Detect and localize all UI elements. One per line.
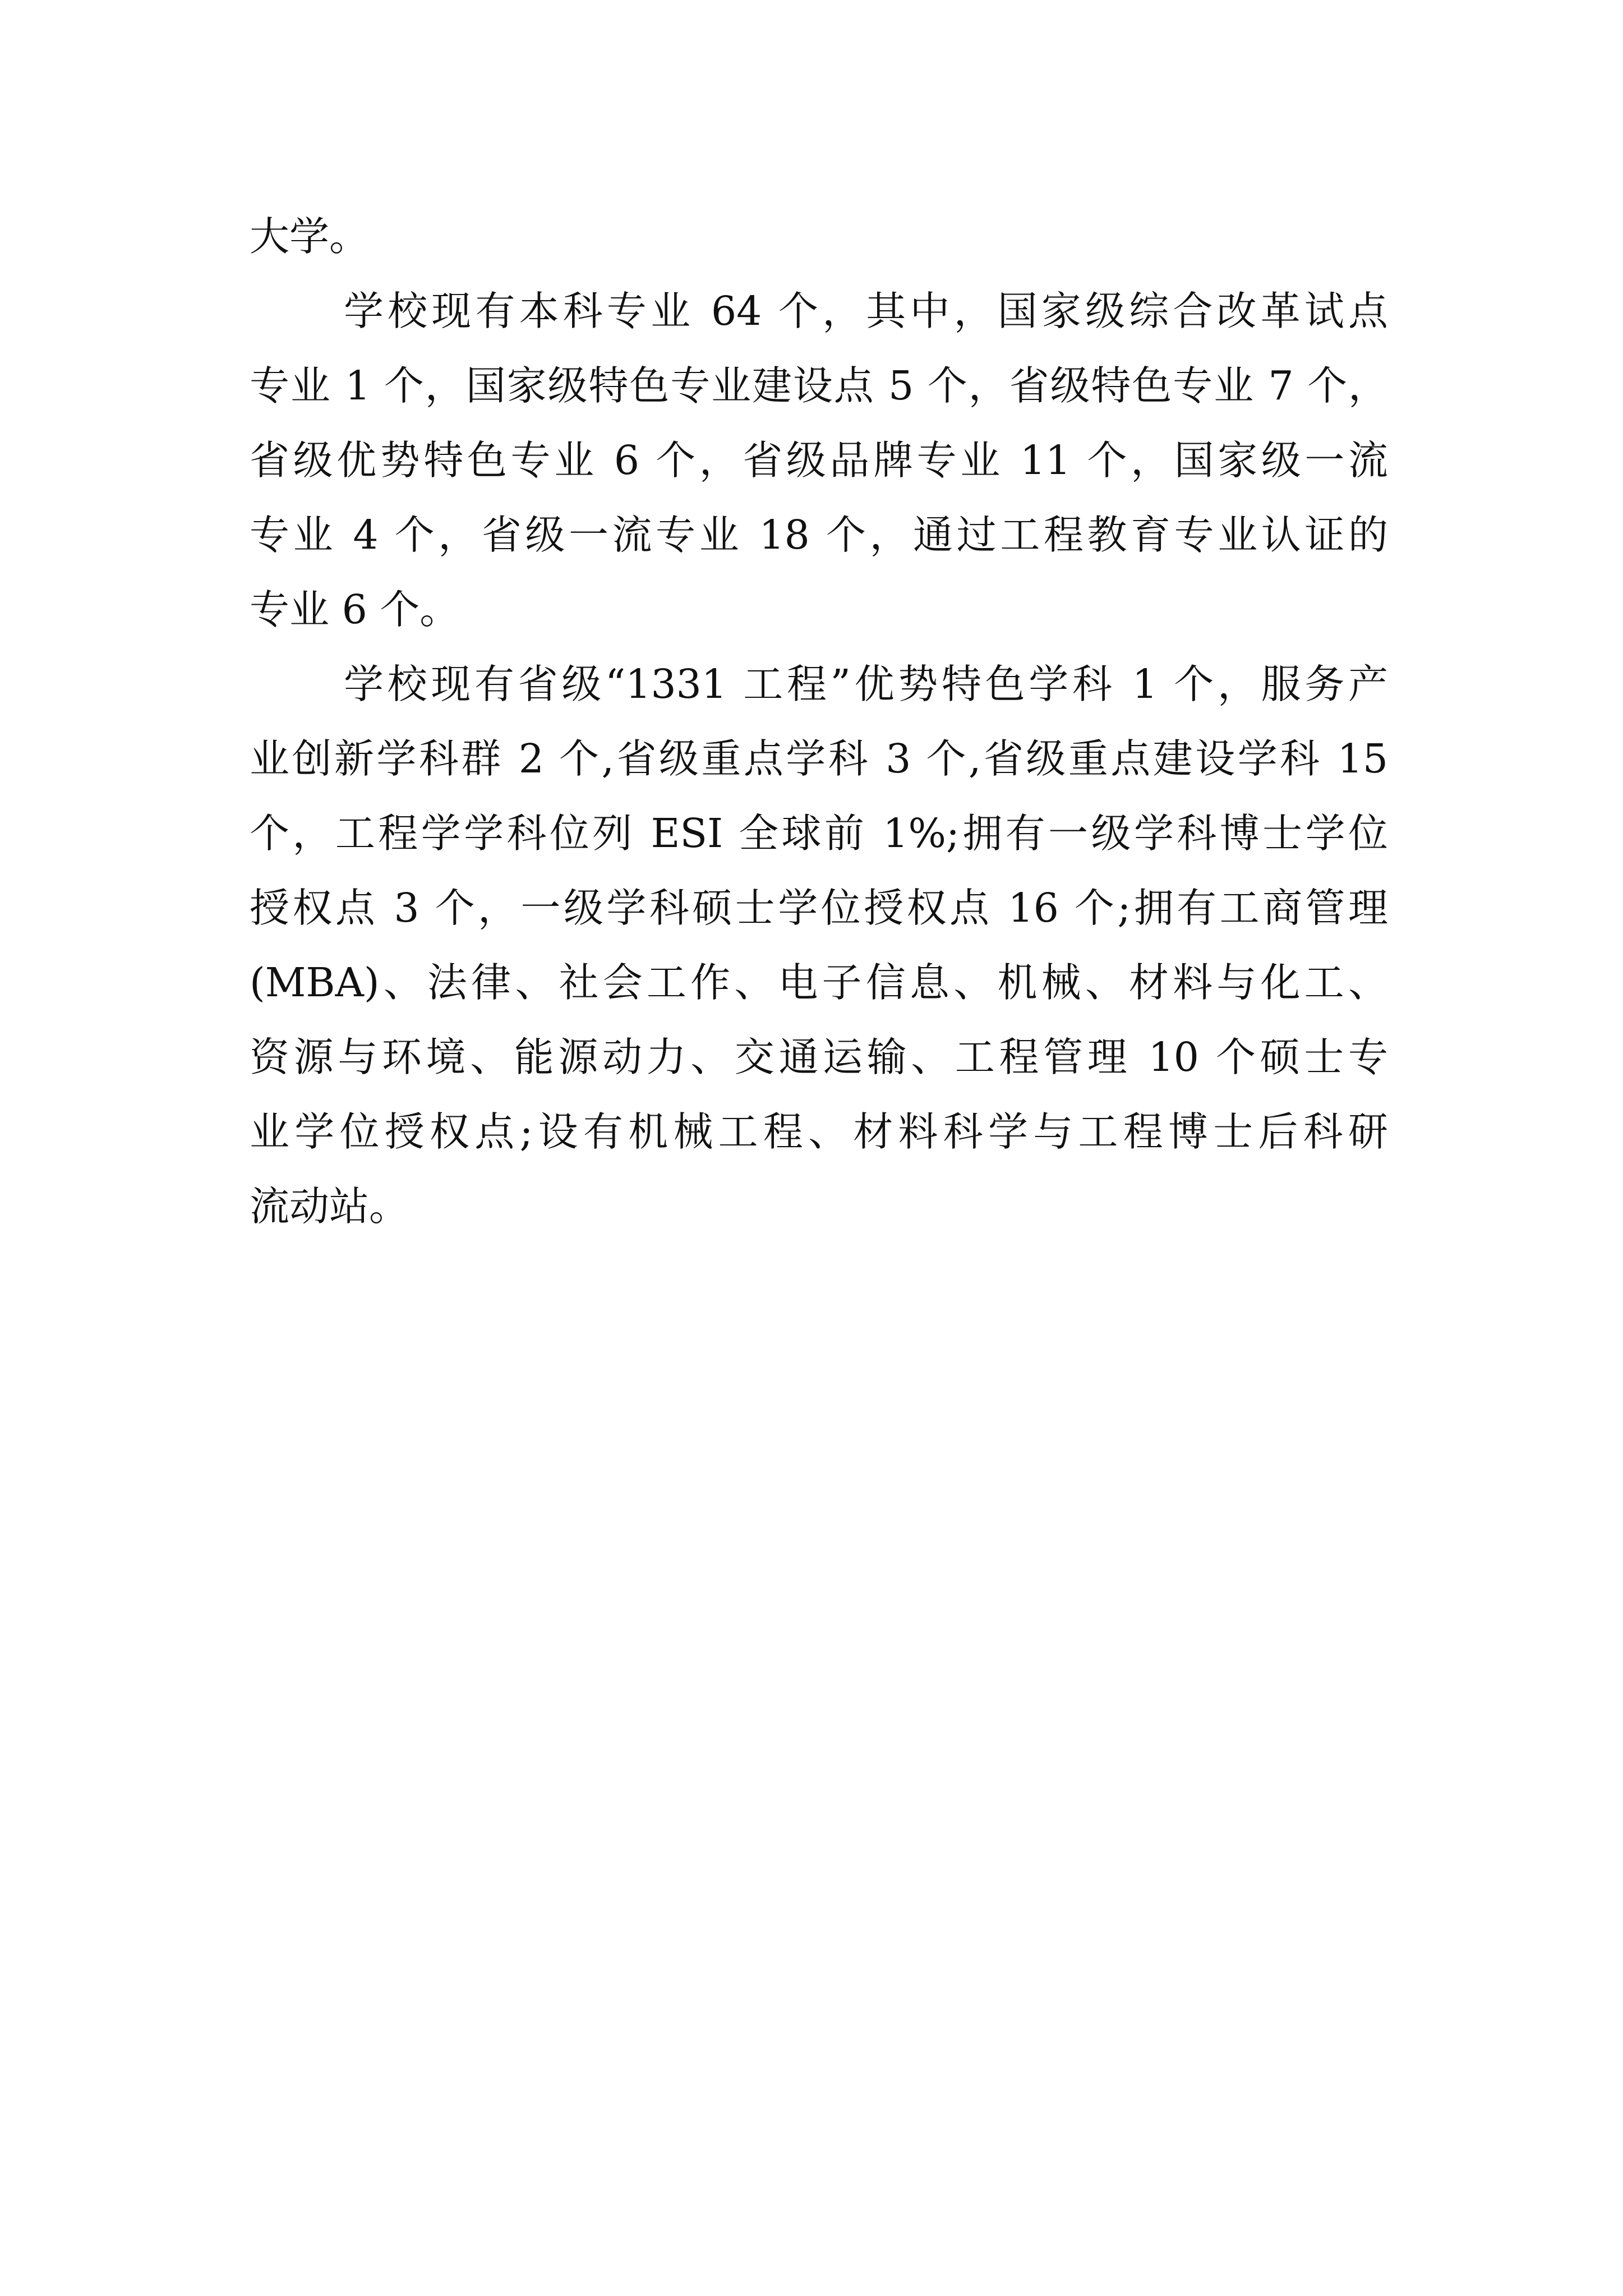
paragraph-2-line-5: 专业 6 个。 <box>250 586 460 633</box>
paragraph-3-line-1: 学校现有省级“1331 工程”优势特色学科 1 个，服务产 <box>344 661 1388 707</box>
paragraph-3-line-2: 业创新学科群 2 个,省级重点学科 3 个,省级重点建设学科 15 <box>250 735 1388 782</box>
paragraph-2-line-2: 专业 1 个，国家级特色专业建设点 5 个，省级特色专业 7 个， <box>250 362 1388 409</box>
paragraph-3-line-4: 授权点 3 个，一级学科硕士学位授权点 16 个;拥有工商管理 <box>250 885 1388 931</box>
paragraph-3-line-7: 业学位授权点;设有机械工程、材料科学与工程博士后科研 <box>250 1108 1388 1155</box>
paragraph-3-line-5: (MBA)、法律、社会工作、电子信息、机械、材料与化工、 <box>250 959 1388 1006</box>
paragraph-2-line-1: 学校现有本科专业 64 个，其中，国家级综合改革试点 <box>344 288 1388 334</box>
paragraph-3-line-3: 个，工程学学科位列 ESI 全球前 1%;拥有一级学科博士学位 <box>250 810 1388 857</box>
paragraph-3-line-6: 资源与环境、能源动力、交通运输、工程管理 10 个硕士专 <box>250 1034 1388 1080</box>
document-body <box>250 199 1388 1244</box>
paragraph-1-line-1: 大学。 <box>250 213 370 260</box>
paragraph-3-line-8: 流动站。 <box>250 1183 409 1230</box>
paragraph-2-line-3: 省级优势特色专业 6 个，省级品牌专业 11 个，国家级一流 <box>250 437 1388 484</box>
paragraph-2-line-4: 专业 4 个，省级一流专业 18 个，通过工程教育专业认证的 <box>250 512 1388 558</box>
